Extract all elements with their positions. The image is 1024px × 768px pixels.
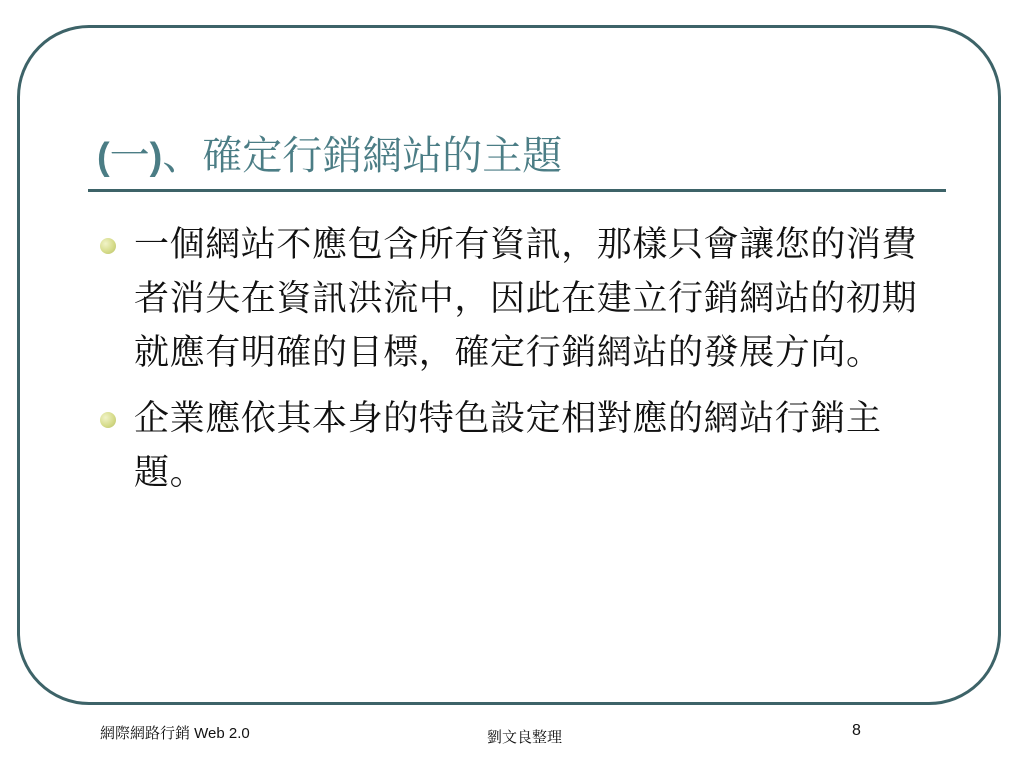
bullet-item [98,218,940,380]
title-paren-open: ( [97,136,110,178]
footer-course-title: 網際網路行銷 Web 2.0 [100,725,250,742]
slide-title [97,130,562,182]
title-paren-close: ) [149,136,163,178]
footer-author: 劉文良整理 [487,729,563,746]
bullet-dot-icon [100,238,116,254]
bullet-text: 一個網站不應包含所有資訊，那樣只會讓您的消費者消失在資訊洪流中，因此在建立行銷網站的初期就應有明確的目標，確定行銷網站的發展方向。 [134,225,918,373]
bullet-text: 企業應依其本身的特色設定相對應的網站行銷主題。 [134,399,882,493]
bullet-list [98,218,940,512]
title-text: 、確定行銷網站的主題 [162,133,563,179]
bullet-item [98,392,940,500]
bullet-dot-icon [100,412,116,428]
page-number: 8 [852,722,861,739]
title-divider [88,189,946,192]
title-yi: 一 [109,133,150,179]
